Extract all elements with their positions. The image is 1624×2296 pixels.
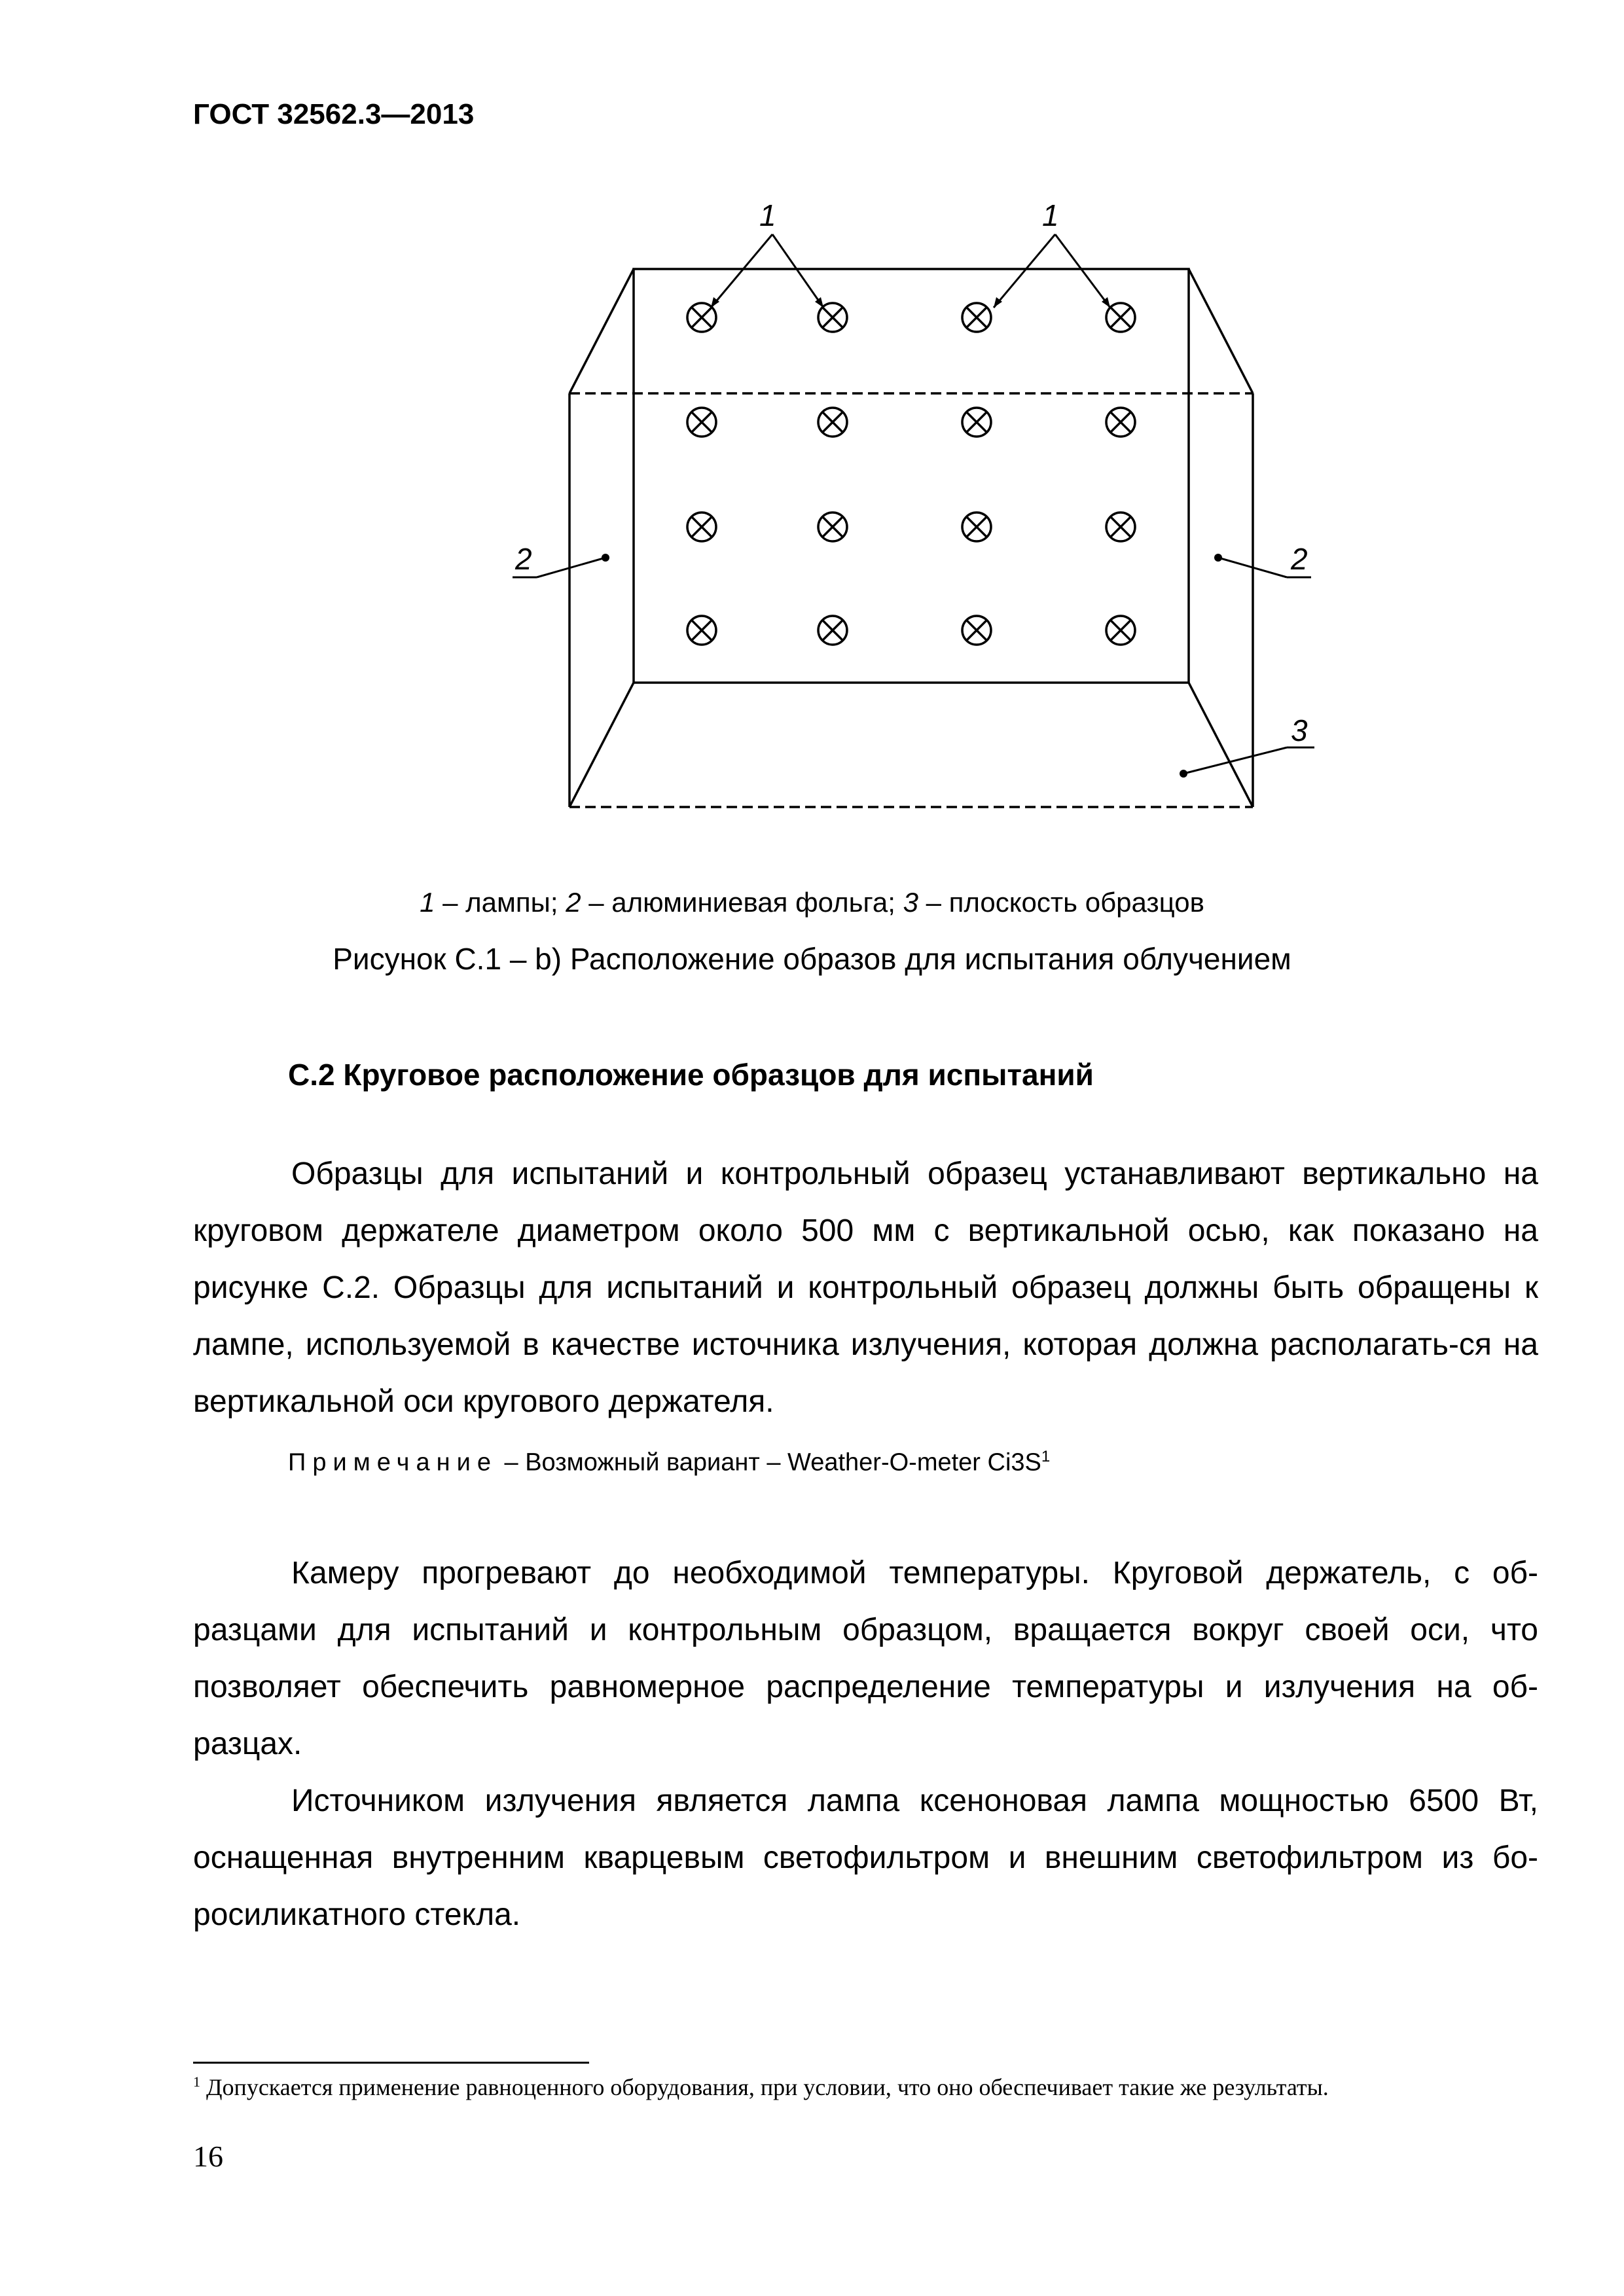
lamp-icon bbox=[1106, 303, 1135, 332]
lamp-icon bbox=[1106, 408, 1135, 437]
lamp-icon bbox=[962, 512, 991, 541]
note-footnote-ref: 1 bbox=[1041, 1448, 1051, 1465]
label-foil-right: 2 bbox=[1291, 542, 1308, 576]
lamp-icon bbox=[687, 512, 716, 541]
document-header: ГОСТ 32562.3—2013 bbox=[193, 98, 475, 130]
lamp-grid bbox=[687, 303, 1135, 645]
lamp-icon bbox=[962, 303, 991, 332]
lamp-icon bbox=[818, 616, 847, 645]
paragraph-1: Образцы для испытаний и контрольный образец устанавливают вертикально на круговом держателе диаметром около 500 мм с вертикальной осью, как показано на рисунке С.2. Образцы для испытаний и контрольный образец должны быть обращены к лампе, используемой в качестве источника излучения, которая должна располагать-ся на вертикальной оси кругового держателя. bbox=[193, 1157, 1538, 1419]
right-bottom-diagonal bbox=[1189, 683, 1253, 807]
lamp-icon bbox=[1106, 616, 1135, 645]
footnote: $^1$ Допускается применение равноценного оборудования, при условии, что оно обеспечивает такие же результаты. bbox=[193, 2073, 1329, 2100]
lamp-icon bbox=[1106, 512, 1135, 541]
paragraph-2: Камеру прогревают до необходимой температуры. Круговой держатель, с об-разцами для испытаний и контрольным образцом, вращается вокруг своей оси, что позволяет обеспечить равномерное распределение температуры и излучения на об-разцах. bbox=[193, 1556, 1538, 1761]
left-top-diagonal bbox=[569, 269, 634, 393]
figure-legend: 1 – лампы; 2 – алюминиевая фольга; 3 – плоскость образцов bbox=[420, 887, 1204, 918]
label-lamps-right: 1 bbox=[1042, 198, 1059, 232]
lamp-icon bbox=[687, 616, 716, 645]
lamp-icon bbox=[962, 408, 991, 437]
back-wall bbox=[634, 269, 1189, 683]
label-foil-left: 2 bbox=[515, 542, 532, 576]
footnote-separator bbox=[193, 2062, 589, 2064]
label-plane: 3 bbox=[1291, 713, 1308, 747]
note bbox=[288, 1448, 1050, 1477]
left-bottom-diagonal bbox=[569, 683, 634, 807]
lamp-icon bbox=[962, 616, 991, 645]
lamp-icon bbox=[818, 408, 847, 437]
lamp-icon bbox=[687, 408, 716, 437]
page-number: 16 bbox=[193, 2140, 223, 2173]
lamp-icon bbox=[818, 512, 847, 541]
right-top-diagonal bbox=[1189, 269, 1253, 393]
lamp-arrangement-figure bbox=[0, 0, 1624, 851]
figure-caption: Рисунок С.1 – b) Расположение образов для испытания облучением bbox=[333, 942, 1291, 976]
section-heading: С.2 Круговое расположение образцов для испытаний bbox=[288, 1058, 1094, 1092]
note-label: Примечание bbox=[288, 1448, 497, 1477]
label-lamps-left: 1 bbox=[759, 198, 776, 232]
paragraph-3: Источником излучения является лампа ксеноновая лампа мощностью 6500 Вт, оснащенная внутренним кварцевым светофильтром и внешним светофильтром из бо-росиликатного стекла. bbox=[193, 1784, 1538, 1932]
note-text: – Возможный вариант – Weather-O-meter Ci3S bbox=[497, 1448, 1041, 1477]
